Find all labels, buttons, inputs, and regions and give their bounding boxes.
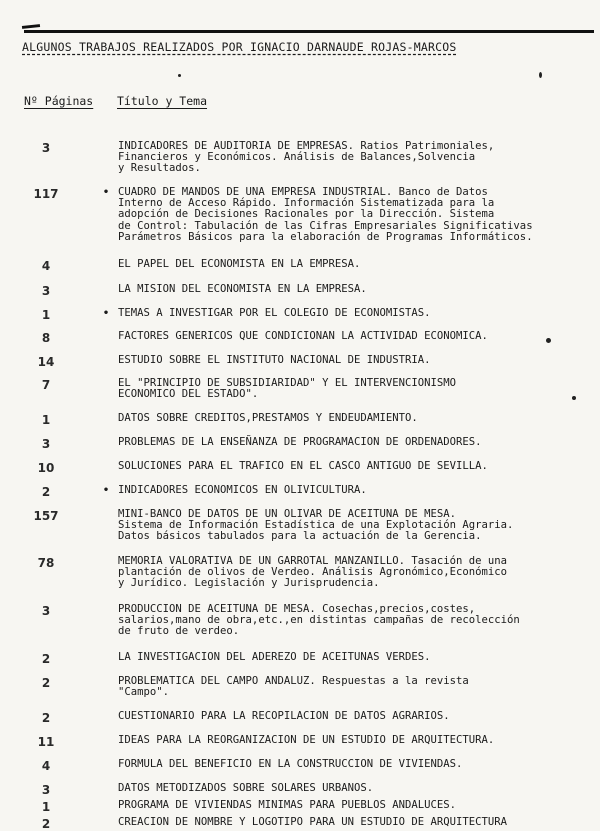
entry-description: LA MISION DEL ECONOMISTA EN LA EMPRESA. <box>118 283 367 295</box>
entry-description: CUADRO DE MANDOS DE UNA EMPRESA INDUSTRIAL. Banco de Datos Interno de Acceso Rápido. Información Sistematizada para la adopción de Decisiones Racionales por la Dirección. Sistema de Control: Tabulación de las Cifras Empresariales Significativas Parámetros Básicos para la elaboración de Programas Informáticos. <box>118 186 533 243</box>
column-header-pages: Nº Páginas <box>24 94 94 108</box>
entry-description: PROBLEMATICA DEL CAMPO ANDALUZ. Respuestas a la revista "Campo". <box>118 675 469 699</box>
page-count: 2 <box>41 817 51 831</box>
page-count: 4 <box>41 259 51 273</box>
page-count: 10 <box>37 461 55 475</box>
page-count: 14 <box>37 355 55 369</box>
page-count: 1 <box>41 413 51 427</box>
entry-description: EL PAPEL DEL ECONOMISTA EN LA EMPRESA. <box>118 258 361 270</box>
page-count: 3 <box>41 604 51 618</box>
entry-description: EL "PRINCIPIO DE SUBSIDIARIDAD" Y EL INTERVENCIONISMO ECONOMICO DEL ESTADO". <box>118 377 457 401</box>
entry-description: CREACION DE NOMBRE Y LOGOTIPO PARA UN ESTUDIO DE ARQUITECTURA <box>118 816 508 828</box>
entry-description: IDEAS PARA LA REORGANIZACION DE UN ESTUDIO DE ARQUITECTURA. <box>118 734 495 746</box>
entry-description: SOLUCIONES PARA EL TRAFICO EN EL CASCO ANTIGUO DE SEVILLA. <box>118 460 488 472</box>
page-count: 1 <box>41 308 51 322</box>
entry-description: FORMULA DEL BENEFICIO EN LA CONSTRUCCION DE VIVIENDAS. <box>118 758 463 770</box>
page-count: 3 <box>41 437 51 451</box>
page-count: 2 <box>41 676 51 690</box>
entry-description: PROGRAMA DE VIVIENDAS MINIMAS PARA PUEBLOS ANDALUCES. <box>118 799 457 811</box>
page-count: 8 <box>41 331 51 345</box>
page-count: 4 <box>41 759 51 773</box>
entry-description: FACTORES GENERICOS QUE CONDICIONAN LA ACTIVIDAD ECONOMICA. <box>118 330 488 342</box>
page-count: 78 <box>37 556 55 570</box>
column-header-title: Título y Tema <box>117 94 208 108</box>
ink-speck <box>178 74 181 77</box>
document-title: ALGUNOS TRABAJOS REALIZADOS POR IGNACIO DARNAUDE ROJAS-MARCOS <box>22 40 457 54</box>
ink-speck <box>546 338 551 343</box>
top-rule <box>24 30 594 33</box>
entry-description: INDICADORES ECONOMICOS EN OLIVICULTURA. <box>118 484 367 496</box>
entry-description: INDICADORES DE AUDITORIA DE EMPRESAS. Ratios Patrimoniales, Financieros y Económicos. Análisis de Balances,Solvencia y Resultados. <box>118 140 495 175</box>
entry-description: CUESTIONARIO PARA LA RECOPILACION DE DATOS AGRARIOS. <box>118 710 450 722</box>
entry-description: MEMORIA VALORATIVA DE UN GARROTAL MANZANILLO. Tasación de una plantación de olivos de Verdeo. Análisis Agronómico,Económico y Jurídico. Legislación y Jurisprudencia. <box>118 555 508 590</box>
bullet-mark: • <box>103 485 110 496</box>
entry-description: TEMAS A INVESTIGAR POR EL COLEGIO DE ECONOMISTAS. <box>118 307 431 319</box>
page-count: 11 <box>37 735 55 749</box>
page-count: 2 <box>41 652 51 666</box>
entry-description: PROBLEMAS DE LA ENSEÑANZA DE PROGRAMACION DE ORDENADORES. <box>118 436 482 448</box>
page-count: 3 <box>41 141 51 155</box>
top-rule-mark <box>22 24 40 29</box>
ink-speck <box>572 396 576 400</box>
entry-description: PRODUCCION DE ACEITUNA DE MESA. Cosechas,precios,costes, salarios,mano de obra,etc.,en distintas campañas de recolección de fruto de verdeo. <box>118 603 520 638</box>
entry-description: ESTUDIO SOBRE EL INSTITUTO NACIONAL DE INDUSTRIA. <box>118 354 431 366</box>
bullet-mark: • <box>103 308 110 319</box>
page-count: 7 <box>41 378 51 392</box>
page-count: 2 <box>41 711 51 725</box>
bullet-mark: • <box>103 187 110 198</box>
page-count: 1 <box>41 800 51 814</box>
entry-description: LA INVESTIGACION DEL ADEREZO DE ACEITUNAS VERDES. <box>118 651 431 663</box>
entry-description: DATOS SOBRE CREDITOS,PRESTAMOS Y ENDEUDAMIENTO. <box>118 412 418 424</box>
entry-description: MINI-BANCO DE DATOS DE UN OLIVAR DE ACEITUNA DE MESA. Sistema de Información Estadística de una Explotación Agraria. Datos básicos tabulados para la actuación de la Gerencia. <box>118 508 514 543</box>
page-count: 117 <box>33 187 59 201</box>
entry-description: DATOS METODIZADOS SOBRE SOLARES URBANOS. <box>118 782 374 794</box>
page-count: 3 <box>41 783 51 797</box>
page-count: 3 <box>41 284 51 298</box>
page-count: 157 <box>33 509 59 523</box>
page-count: 2 <box>41 485 51 499</box>
ink-speck <box>539 72 542 78</box>
